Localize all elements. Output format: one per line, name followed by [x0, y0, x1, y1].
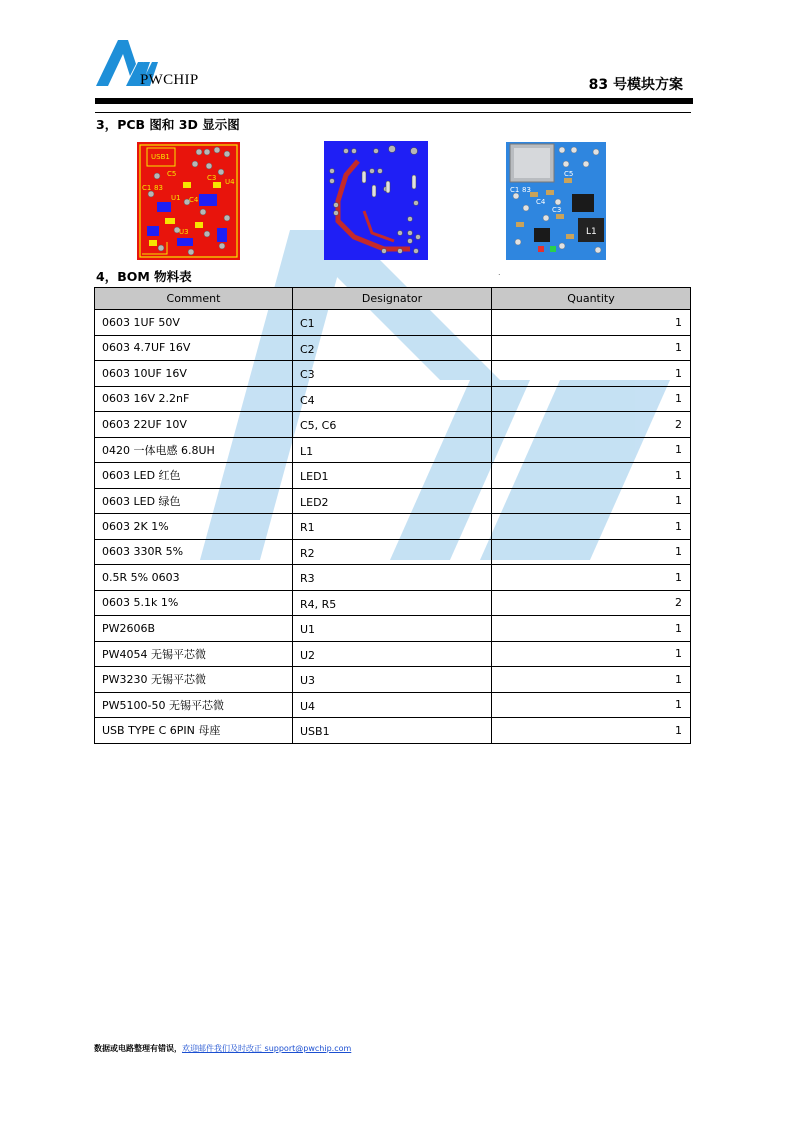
cell-designator: U2 — [293, 641, 492, 667]
cell-quantity: 1 — [492, 565, 691, 591]
cell-comment: 0420 一体电感 6.8UH — [95, 437, 293, 463]
cell-comment: 0603 4.7UF 16V — [95, 335, 293, 361]
pcb-label-usb1: USB1 — [151, 153, 170, 161]
render-label-83: 83 — [522, 186, 531, 194]
cell-designator: U3 — [293, 667, 492, 693]
table-row — [95, 539, 691, 565]
cell-quantity: 1 — [492, 386, 691, 412]
header-rule-thick — [95, 98, 693, 104]
pcb-label-u3: U3 — [179, 228, 189, 236]
cell-designator: C5, C6 — [293, 412, 492, 438]
cell-comment: 0603 330R 5% — [95, 539, 293, 565]
table-row — [95, 616, 691, 642]
table-row — [95, 335, 691, 361]
table-row — [95, 718, 691, 744]
table-header-row — [95, 288, 691, 310]
cell-comment: 0603 16V 2.2nF — [95, 386, 293, 412]
cell-comment: USB TYPE C 6PIN 母座 — [95, 718, 293, 744]
render-label-c1: C1 — [510, 186, 520, 194]
cell-quantity: 1 — [492, 641, 691, 667]
cell-designator: C1 — [293, 310, 492, 336]
pcb-label-c4: C4 — [189, 196, 199, 204]
cell-comment: PW2606B — [95, 616, 293, 642]
cell-quantity: 2 — [492, 412, 691, 438]
render-label-l1: L1 — [586, 227, 597, 237]
table-row — [95, 488, 691, 514]
table-row — [95, 641, 691, 667]
bom-table — [94, 287, 691, 744]
table-row — [95, 667, 691, 693]
cell-designator: R2 — [293, 539, 492, 565]
cell-quantity: 1 — [492, 692, 691, 718]
cell-designator: C2 — [293, 335, 492, 361]
render-label-c5: C5 — [564, 170, 574, 178]
pcb-3d-render-image — [506, 142, 606, 260]
pcb-label-c3: C3 — [207, 174, 217, 182]
cell-quantity: 1 — [492, 335, 691, 361]
cell-designator: USB1 — [293, 718, 492, 744]
cell-designator: LED1 — [293, 463, 492, 489]
render-label-c4: C4 — [536, 198, 546, 206]
cell-designator: U4 — [293, 692, 492, 718]
table-row — [95, 361, 691, 387]
cell-quantity: 1 — [492, 488, 691, 514]
table-row — [95, 412, 691, 438]
document-title: 83 号模块方案 — [588, 77, 683, 93]
header-designator: Designator — [293, 288, 492, 310]
cell-comment: 0603 LED 绿色 — [95, 488, 293, 514]
cell-designator: R1 — [293, 514, 492, 540]
pcb-label-c1: C1 — [142, 184, 152, 192]
cell-designator: L1 — [293, 437, 492, 463]
cell-quantity: 1 — [492, 514, 691, 540]
cell-quantity: 1 — [492, 463, 691, 489]
table-row — [95, 386, 691, 412]
cell-quantity: 1 — [492, 437, 691, 463]
cell-quantity: 1 — [492, 539, 691, 565]
cell-quantity: 1 — [492, 718, 691, 744]
cell-comment: 0603 5.1k 1% — [95, 590, 293, 616]
pcb-label-u1: U1 — [171, 194, 181, 202]
cell-comment: 0603 LED 红色 — [95, 463, 293, 489]
cell-comment: 0603 2K 1% — [95, 514, 293, 540]
footer-note — [94, 1043, 351, 1054]
cell-comment: PW3230 无锡平芯微 — [95, 667, 293, 693]
cell-designator: R4, R5 — [293, 590, 492, 616]
pcb-label-c5: C5 — [167, 170, 177, 178]
cell-quantity: 2 — [492, 590, 691, 616]
cell-quantity: 1 — [492, 310, 691, 336]
section-pcb-title: 3，PCB 图和 3D 显示图 — [96, 117, 240, 132]
cell-comment: 0603 22UF 10V — [95, 412, 293, 438]
footer-email-link[interactable]: 欢迎邮件我们及时改正 support@pwchip.com — [182, 1044, 352, 1053]
header-rule-thin — [95, 112, 691, 113]
table-row — [95, 310, 691, 336]
header-comment: Comment — [95, 288, 293, 310]
section-bom-title: 4，BOM 物料表 — [96, 269, 192, 284]
cell-designator: LED2 — [293, 488, 492, 514]
render-label-c3: C3 — [552, 206, 562, 214]
pcb-label-u4: U4 — [225, 178, 235, 186]
cell-quantity: 1 — [492, 667, 691, 693]
cell-designator: C4 — [293, 386, 492, 412]
cell-comment: 0.5R 5% 0603 — [95, 565, 293, 591]
cell-designator: R3 — [293, 565, 492, 591]
cell-comment: 0603 1UF 50V — [95, 310, 293, 336]
footer-text: 数据或电路整理有错误， — [94, 1044, 182, 1053]
table-row — [95, 514, 691, 540]
cell-designator: U1 — [293, 616, 492, 642]
cell-quantity: 1 — [492, 616, 691, 642]
table-row — [95, 463, 691, 489]
table-row — [95, 590, 691, 616]
table-row — [95, 437, 691, 463]
cell-quantity: 1 — [492, 361, 691, 387]
cell-comment: PW5100-50 无锡平芯微 — [95, 692, 293, 718]
table-row — [95, 692, 691, 718]
logo-text: PWCHIP — [140, 72, 199, 88]
pcb-label-83: 83 — [154, 184, 163, 192]
pcb-top-layer-image — [137, 142, 240, 260]
cell-comment: PW4054 无锡平芯微 — [95, 641, 293, 667]
stray-dot: . — [498, 268, 501, 277]
cell-comment: 0603 10UF 16V — [95, 361, 293, 387]
header-quantity: Quantity — [492, 288, 691, 310]
table-row — [95, 565, 691, 591]
cell-designator: C3 — [293, 361, 492, 387]
pcb-bottom-layer-image — [324, 141, 428, 260]
